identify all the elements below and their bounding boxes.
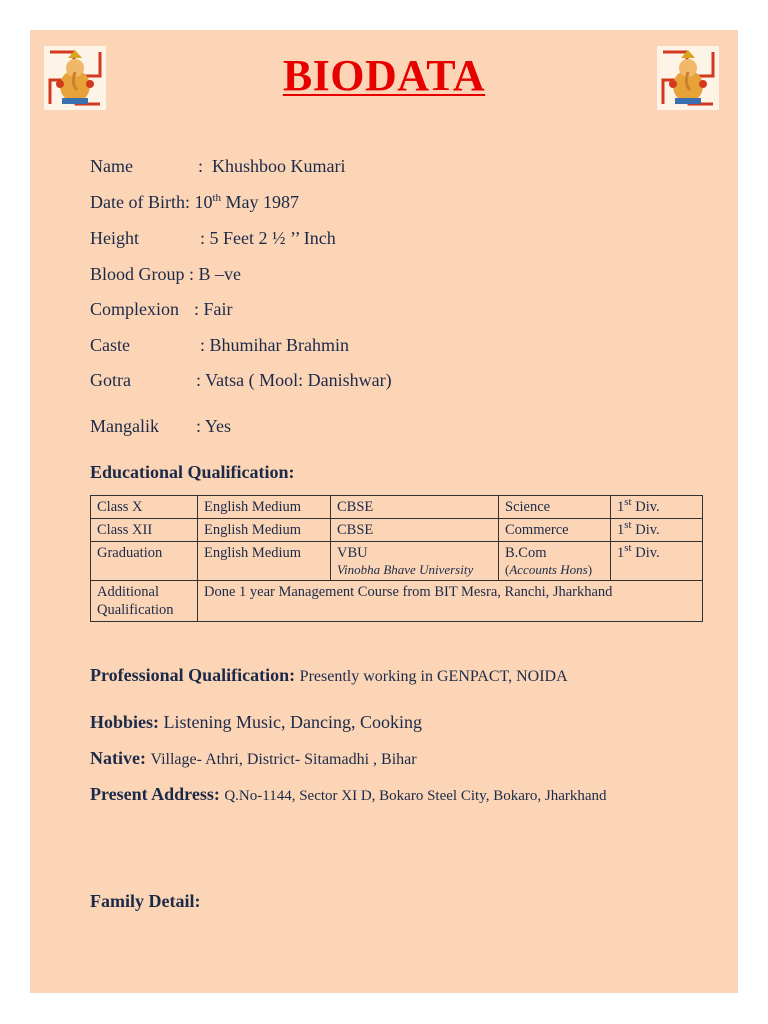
- field-label: Gotra: [90, 370, 131, 390]
- hobbies: [90, 712, 422, 733]
- field-value: : B –ve: [189, 264, 241, 284]
- field-gotra: [90, 370, 392, 391]
- dob-rest: May 1987: [225, 192, 300, 212]
- division-num: 1: [617, 545, 625, 561]
- table-row: [91, 542, 703, 581]
- paren-open: (: [505, 562, 510, 577]
- table-cell: CBSE: [331, 519, 499, 542]
- section-label: Native:: [90, 748, 146, 768]
- table-cell: English Medium: [198, 496, 331, 519]
- field-value: : Fair: [194, 299, 233, 319]
- section-value: Village- Athri, District- Sitamadhi , Bihar: [150, 751, 417, 768]
- education-heading: Educational Qualification:: [90, 462, 295, 482]
- dob-suffix: th: [212, 192, 222, 204]
- division-suffix: st: [624, 496, 632, 509]
- division-text: Div.: [635, 499, 660, 515]
- field-dob: [90, 192, 299, 213]
- table-row: [91, 519, 703, 542]
- table-cell: Class X: [91, 496, 198, 519]
- additional-label-line1: Additional: [97, 584, 160, 600]
- section-value: Presently working in GENPACT, NOIDA: [299, 668, 568, 685]
- division-num: 1: [617, 499, 625, 515]
- section-label: Hobbies:: [90, 712, 160, 732]
- field-caste: [90, 335, 349, 356]
- field-label: Height: [90, 228, 139, 248]
- education-table: [90, 495, 703, 622]
- field-label: Caste: [90, 335, 130, 355]
- paren-close: ): [587, 562, 593, 577]
- field-name: [90, 156, 346, 177]
- field-value: Khushboo Kumari: [212, 156, 346, 176]
- field-height: [90, 228, 336, 249]
- field-label: Blood Group: [90, 264, 185, 284]
- field-mangalik: [90, 416, 231, 437]
- division-num: 1: [617, 522, 625, 538]
- specialization-text: Accounts Hons: [509, 562, 588, 577]
- section-label: Present Address:: [90, 784, 220, 804]
- division-suffix: st: [624, 542, 632, 555]
- table-cell: CBSE: [331, 496, 499, 519]
- field-label: Complexion: [90, 299, 179, 319]
- division-suffix: st: [624, 519, 632, 532]
- field-label: Name: [90, 156, 133, 176]
- native: [90, 748, 417, 769]
- field-label: Date of Birth:: [90, 192, 190, 212]
- table-cell: [331, 542, 499, 581]
- table-cell: Commerce: [499, 519, 611, 542]
- table-cell: Graduation: [91, 542, 198, 581]
- present-address: [90, 784, 607, 805]
- division-text: Div.: [635, 545, 660, 561]
- table-cell: [91, 581, 198, 622]
- field-value: : Yes: [196, 416, 232, 436]
- table-cell: [611, 496, 703, 519]
- dob-day: 10: [194, 192, 213, 212]
- section-value: Q.No-1144, Sector XI D, Bokaro Steel City, Bokaro, Jharkhand: [224, 788, 607, 804]
- field-complexion: [90, 299, 233, 320]
- table-cell: English Medium: [198, 542, 331, 581]
- table-cell: Science: [499, 496, 611, 519]
- table-cell: Done 1 year Management Course from BIT Mesra, Ranchi, Jharkhand: [198, 581, 703, 622]
- field-value: : Bhumihar Brahmin: [200, 335, 349, 355]
- family-detail-heading: Family Detail:: [90, 891, 201, 911]
- table-cell: [499, 542, 611, 581]
- university-full-name: Vinobha Bhave University: [337, 562, 474, 577]
- section-label: Professional Qualification:: [90, 665, 296, 685]
- degree-specialization: [505, 562, 604, 578]
- table-cell: Class XII: [91, 519, 198, 542]
- table-cell: English Medium: [198, 519, 331, 542]
- section-value: Listening Music, Dancing, Cooking: [163, 712, 422, 732]
- field-separator: :: [198, 156, 204, 176]
- table-cell: [611, 519, 703, 542]
- field-value: : Vatsa ( Mool: Danishwar): [196, 370, 392, 390]
- professional-qualification: [90, 665, 568, 686]
- biodata-page: [30, 30, 738, 993]
- page-title: BIODATA: [282, 51, 486, 100]
- table-cell: [611, 542, 703, 581]
- board-name: VBU: [337, 545, 368, 561]
- field-blood-group: [90, 264, 241, 285]
- degree-name: B.Com: [505, 545, 547, 561]
- field-value: : 5 Feet 2 ½ ’’ Inch: [200, 228, 336, 248]
- table-row: [91, 496, 703, 519]
- division-text: Div.: [635, 522, 660, 538]
- additional-label-line2: Qualification: [97, 602, 174, 618]
- field-label: Mangalik: [90, 416, 159, 436]
- table-row: [91, 581, 703, 622]
